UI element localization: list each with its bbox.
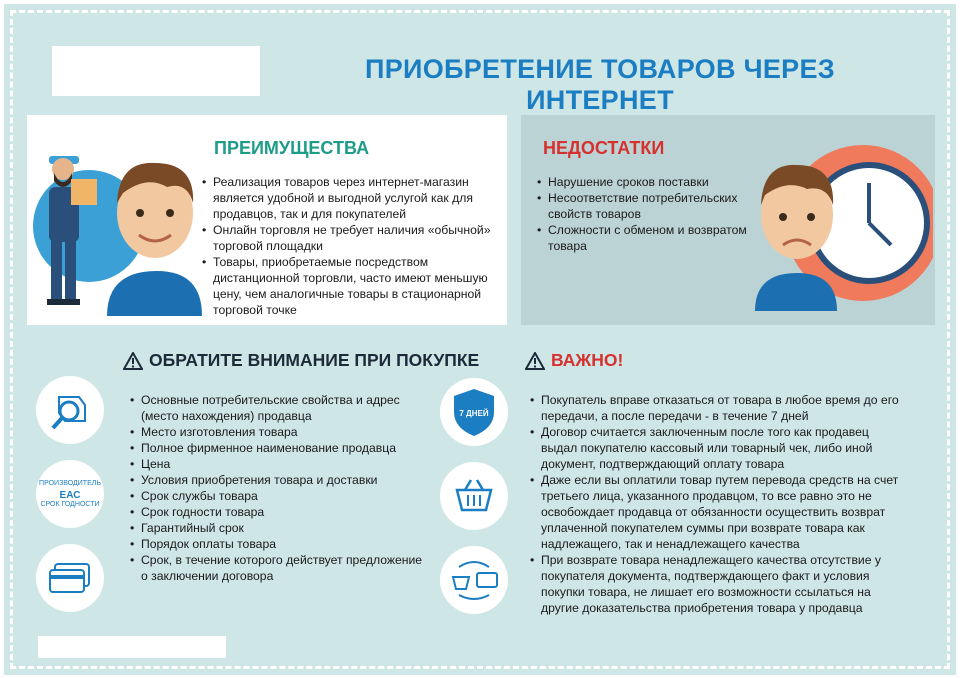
list-item: • Срок службы товара: [130, 488, 430, 504]
advantages-heading: ПРЕИМУЩЕСТВА: [214, 138, 370, 158]
list-item: • Цена: [130, 456, 430, 472]
list-item: • Гарантийный срок: [130, 520, 430, 536]
important-list: [530, 392, 900, 616]
warning-icon: [525, 352, 545, 370]
exchange-return-icon: [440, 546, 508, 614]
disadvantages-panel: [521, 115, 935, 325]
list-item: • Место изготовления товара: [130, 424, 430, 440]
list-item: • Полное фирменное наименование продавца: [130, 440, 430, 456]
page-title: ПРИОБРЕТЕНИЕ ТОВАРОВ ЧЕРЕЗ ИНТЕРНЕТ: [364, 54, 835, 115]
important-heading: [525, 350, 623, 371]
label-line-expiry: СРОК ГОДНОСТИ: [40, 501, 100, 508]
label-line-producer: ПРОИЗВОДИТЕЛЬ: [39, 480, 101, 487]
list-item: • Покупатель вправе отказаться от товара в любое время до его передачи, а после передачи - в течение 7 дней: [530, 392, 900, 424]
magnifier-box-icon: [36, 376, 104, 444]
list-item: • Условия приобретения товара и доставки: [130, 472, 430, 488]
credit-card-icon: [36, 544, 104, 612]
blank-label-top: [52, 46, 260, 96]
list-item: • Договор считается заключенным после того как продавец выдал покупателю кассовый или товарный чек, либо иной документ, подтверждающий оплату товара: [530, 424, 900, 472]
list-item: • Основные потребительские свойства и адрес (место нахождения) продавца: [130, 392, 430, 424]
sad-man-clock-illustration: [741, 133, 933, 323]
disadvantages-list: [537, 174, 747, 254]
warning-icon: [123, 352, 143, 370]
attention-list: [130, 392, 430, 584]
product-label-icon: [36, 460, 104, 528]
shield-label: 7 ДНЕЙ: [459, 409, 489, 418]
list-item: • Нарушение сроков поставки: [537, 174, 747, 190]
blank-label-bottom: [38, 636, 226, 658]
disadvantages-heading: НЕДОСТАТКИ: [543, 138, 665, 158]
advantages-list: [202, 174, 502, 318]
list-item: • При возврате товара ненадлежащего качества отсутствие у покупателя документа, подтверждающего факт и условия покупки товара, не лишает его возможности ссылаться на другие доказательства приобретения товара у продавца: [530, 552, 900, 616]
list-item: • Даже если вы оплатили товар путем перевода средств на счет третьего лица, указанного продавцом, то все равно это не освобождает продавца от обязанности осуществить возврат уплаченной покупателем суммы при возврате товара как надлежащего, так и ненадлежащего качества: [530, 472, 900, 552]
attention-heading: [123, 350, 479, 371]
shield-7-days-icon: [440, 378, 508, 446]
list-item: • Порядок оплаты товара: [130, 536, 430, 552]
list-item: • Товары, приобретаемые посредством дистанционной торговли, часто имеют меньшую цену, чем аналогичные товары в стационарной торговой точке: [202, 254, 502, 318]
list-item: • Несоответствие потребительских свойств товаров: [537, 190, 747, 222]
list-item: • Сложности с обменом и возвратом товара: [537, 222, 747, 254]
advantages-panel: [27, 115, 507, 325]
eac-mark: ЕАС: [59, 490, 81, 501]
list-item: • Срок, в течение которого действует предложение о заключении договора: [130, 552, 430, 584]
shopping-basket-icon: [440, 462, 508, 530]
list-item: • Реализация товаров через интернет-магазин является удобной и выгодной услугой как для продавцов, так и для покупателей: [202, 174, 502, 222]
list-item: • Онлайн торговля не требует наличия «обычной» торговой площадки: [202, 222, 502, 254]
list-item: • Срок годности товара: [130, 504, 430, 520]
important-heading-text: ВАЖНО!: [551, 350, 624, 370]
courier-illustration: [27, 121, 202, 321]
attention-heading-text: ОБРАТИТЕ ВНИМАНИЕ ПРИ ПОКУПКЕ: [149, 350, 480, 370]
